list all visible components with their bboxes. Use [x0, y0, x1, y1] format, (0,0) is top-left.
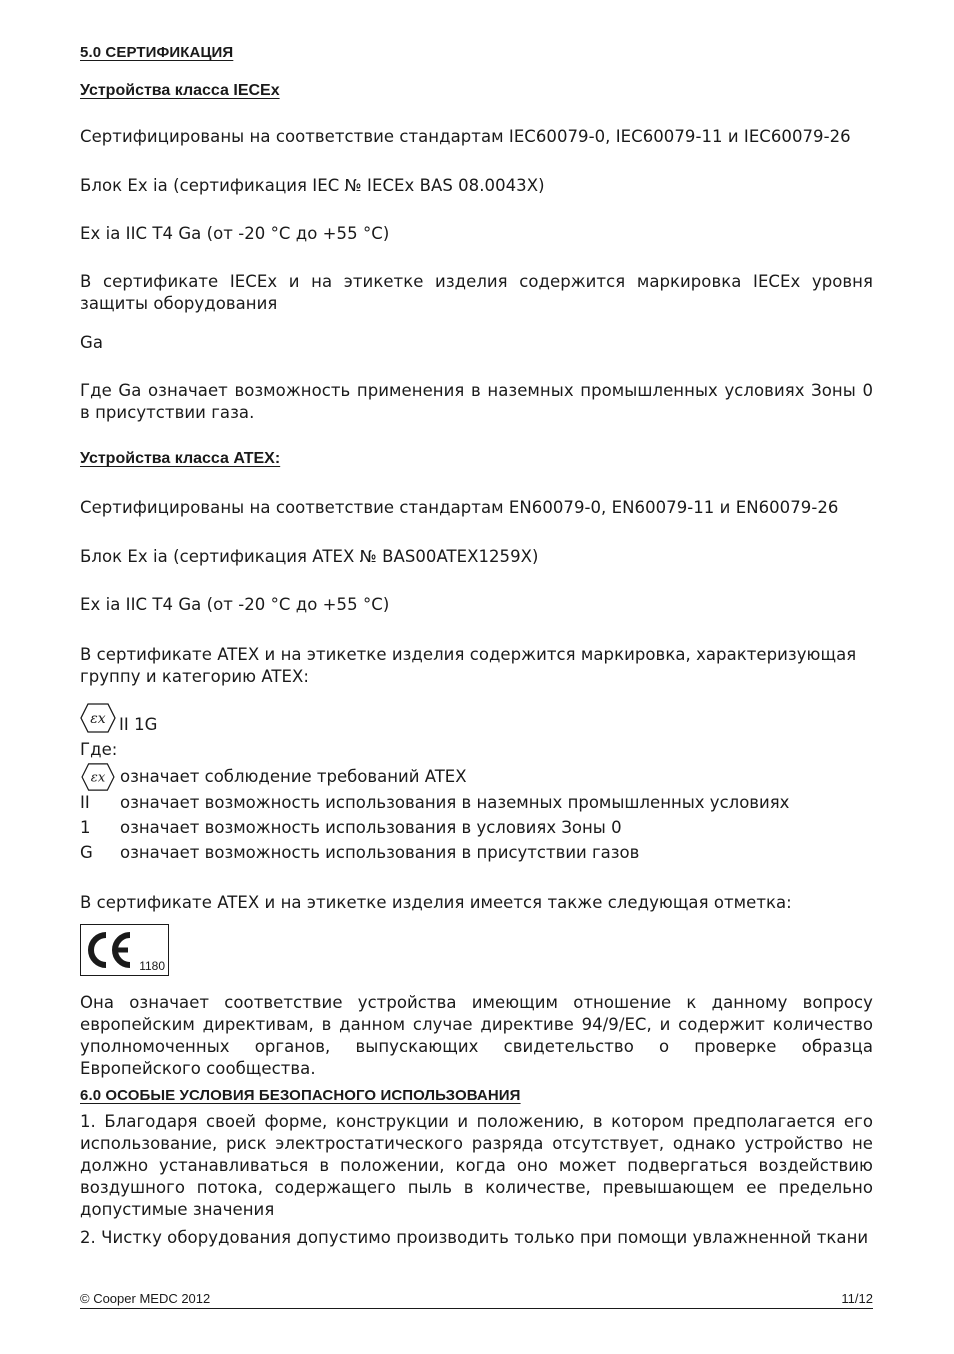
- iecex-epl-paragraph: В сертификате IECEx и на этикетке изделия содержится маркировка IECEx уровня защиты оборудования: [80, 272, 873, 313]
- legend-text: означает соблюдение требований ATEX: [120, 767, 467, 786]
- legend-text: означает возможность использования в наземных промышленных условиях: [120, 793, 790, 812]
- ce-intro: В сертификате ATEX и на этикетке изделия имеется также следующая отметка:: [80, 893, 792, 912]
- ex-hexagon-icon: [80, 702, 116, 734]
- safe-use-item-2: 2. Чистку оборудования допустимо производить только при помощи увлажненной ткани: [80, 1228, 869, 1247]
- iecex-marking: Ex ia IIC T4 Ga (от -20 °C до +55 °C): [80, 224, 390, 243]
- legend-row-ii: [80, 790, 873, 815]
- atex-standards: Сертифицированы на соответствие стандартам EN60079-0, EN60079-11 и EN60079-26: [80, 498, 839, 517]
- legend-key: II: [80, 793, 90, 812]
- svg-text:εx: εx: [90, 711, 106, 727]
- legend-row-ex: [80, 764, 873, 789]
- atex-group-category: II 1G: [119, 715, 158, 734]
- ce-description: Она означает соответствие устройства имеющим отношение к данному вопросу европейским директивам, в данном случае директиве 94/9/EC, и содержит количество уполномоченных органов, выпускающих свидетельство о проверке образца Европейского сообщества.: [80, 993, 873, 1078]
- svg-text:εx: εx: [90, 770, 106, 786]
- atex-certificate: Блок Ex ia (сертификация ATEX № BAS00ATEX1259X): [80, 547, 539, 566]
- iecex-epl-explanation: Где Ga означает возможность применения в наземных промышленных условиях Зоны 0 в присутствии газа.: [80, 381, 873, 422]
- safe-use-item-1: 1. Благодаря своей форме, конструкции и положению, в котором предполагается его использование, риск электростатического разряда отсутствует, однако устройство не должно устанавливаться в положении, когда оно может подвергаться воздействию воздушного потока, содержащего пыль в количестве, превышающем ее предельно допустимые значения: [80, 1112, 873, 1219]
- legend-row-1: [80, 815, 873, 840]
- section-5-title: 5.0 СЕРТИФИКАЦИЯ: [80, 44, 234, 61]
- ce-mark-icon: [85, 929, 135, 971]
- atex-heading: Устройства класса ATEX:: [80, 450, 281, 467]
- legend-row-g: [80, 840, 873, 865]
- atex-group-paragraph: В сертификате ATEX и на этикетке изделия содержится маркировка, характеризующая группу и категорию ATEX:: [80, 645, 857, 686]
- footer-page-number: 11/12: [841, 1291, 873, 1306]
- section-6-title: 6.0 ОСОБЫЕ УСЛОВИЯ БЕЗОПАСНОГО ИСПОЛЬЗОВАНИЯ: [80, 1087, 521, 1104]
- legend-key: 1: [80, 818, 91, 837]
- atex-marking: Ex ia IIC T4 Ga (от -20 °C до +55 °C): [80, 595, 390, 614]
- footer-divider: [80, 1308, 873, 1309]
- legend-text: означает возможность использования в условиях Зоны 0: [120, 818, 622, 837]
- iecex-heading: Устройства класса IECEx: [80, 82, 280, 99]
- atex-marking-line: [80, 700, 158, 736]
- legend-text: означает возможность использования в присутствии газов: [120, 843, 640, 862]
- notified-body-number: 1180: [139, 959, 165, 973]
- ex-hexagon-icon: [80, 762, 116, 792]
- iecex-standards: Сертифицированы на соответствие стандартам IEC60079-0, IEC60079-11 и IEC60079-26: [80, 127, 851, 146]
- where-label: Где:: [80, 740, 118, 759]
- iecex-certificate: Блок Ex ia (сертификация IEC № IECEx BAS 08.0043X): [80, 176, 545, 195]
- footer-copyright: © Cooper MEDC 2012: [80, 1291, 211, 1306]
- ce-mark-box: [80, 924, 169, 976]
- iecex-epl-value: Ga: [80, 333, 103, 352]
- legend-key: G: [80, 843, 93, 862]
